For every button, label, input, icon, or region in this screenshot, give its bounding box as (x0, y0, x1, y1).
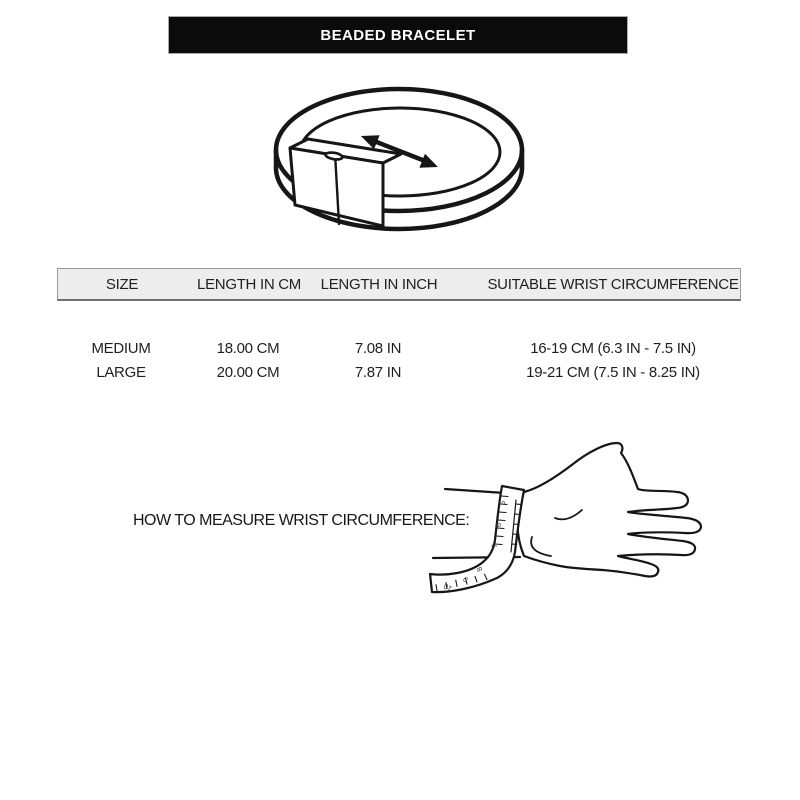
svg-text:6: 6 (493, 522, 504, 528)
svg-text:10: 10 (441, 581, 454, 594)
cell-wrist: 16-19 CM (6.3 IN - 7.5 IN) (530, 339, 696, 357)
size-table-header-row (57, 268, 741, 301)
size-table (57, 268, 741, 384)
product-title-banner (168, 16, 628, 54)
size-row-large (57, 360, 741, 384)
bracelet-clasp (290, 139, 401, 226)
cell-length-inch: 7.87 IN (354, 363, 402, 381)
hand-outline (518, 443, 702, 577)
hand-measurement-illustration (425, 440, 720, 620)
svg-text:9: 9 (460, 574, 471, 584)
measure-instruction-label: HOW TO MEASURE WRIST CIRCUMFERENCE: (133, 512, 470, 529)
column-header-size: SIZE (105, 275, 139, 293)
product-title: BEADED BRACELET (320, 26, 476, 44)
size-row-medium (57, 336, 741, 360)
measuring-tape (430, 486, 524, 593)
bracelet-illustration (262, 82, 542, 242)
column-header-wrist-circumference: SUITABLE WRIST CIRCUMFERENCE (487, 275, 739, 293)
cell-length-cm: 20.00 CM (216, 363, 280, 381)
svg-text:7: 7 (489, 543, 500, 549)
cell-length-cm: 18.00 CM (216, 339, 280, 357)
size-table-body (57, 336, 741, 384)
cell-length-inch: 7.08 IN (354, 339, 402, 357)
cell-size: LARGE (96, 363, 146, 381)
cell-wrist: 19-21 CM (7.5 IN - 8.25 IN) (526, 363, 700, 381)
column-header-length-cm: LENGTH IN CM (197, 275, 301, 293)
column-header-length-inch: LENGTH IN INCH (320, 275, 438, 293)
svg-text:5: 5 (497, 500, 508, 506)
cell-size: MEDIUM (91, 339, 151, 357)
svg-text:8: 8 (474, 565, 485, 574)
